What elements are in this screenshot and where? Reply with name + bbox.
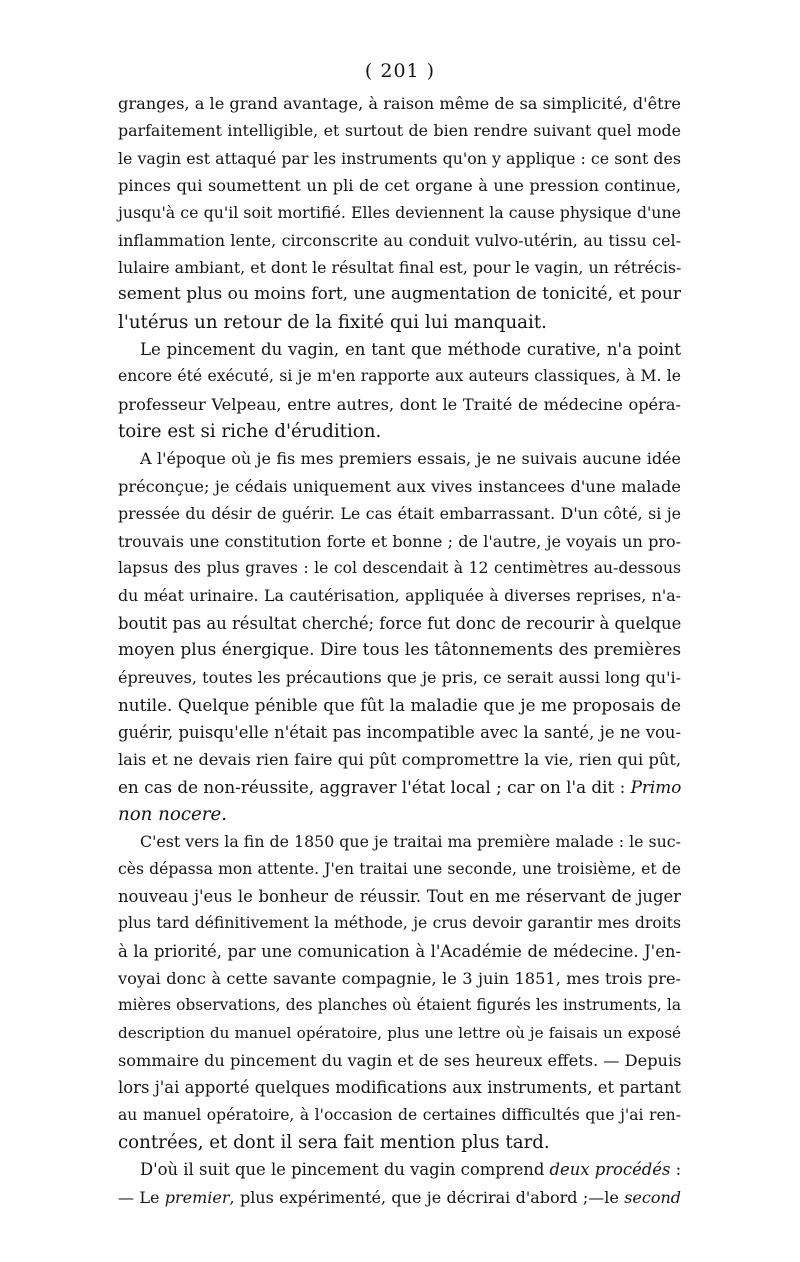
- text-line: l'utérus un retour de la fixité qui lui manquait.: [118, 311, 547, 333]
- italic-phrase: premier: [164, 1187, 230, 1207]
- text-line: nutile. Quelque pénible que fût la maladie que je me proposais de: [118, 694, 681, 715]
- text-line: moyen plus énergique. Dire tous les tâtonnements des premières: [118, 639, 682, 660]
- text-line: inflammation lente, circonscrite au conduit vulvo-utérin, au tissu cel-: [118, 230, 681, 250]
- text-line: non nocere.: [118, 803, 228, 825]
- text-line: le vagin est attaqué par les instruments qu'on y applique : ce sont des: [118, 148, 681, 168]
- text-line: trouvais une constitution forte et bonne ; de l'autre, je voyais un pro-: [118, 531, 681, 551]
- text-line: pinces qui soumettent un pli de cet organe à une pression continue,: [118, 176, 681, 196]
- text-line: toire est si riche d'érudition.: [118, 421, 382, 443]
- text-line: C'est vers la fin de 1850 que je traitai ma première malade : le suc-: [140, 832, 681, 852]
- text-line: encore été exécuté, si je m'en rapporte aux auteurs classiques, à M. le: [118, 367, 681, 386]
- text-line: sement plus ou moins fort, une augmentation de tonicité, et pour: [118, 284, 681, 305]
- text-line: [118, 774, 681, 801]
- text-line: lors j'ai apporté quelques modifications aux instruments, et partant: [118, 1078, 681, 1098]
- italic-phrase: second: [624, 1187, 682, 1207]
- text-line: du méat urinaire. La cautérisation, appliquée à diverses reprises, n'a-: [118, 586, 681, 606]
- text-line: lapsus des plus graves : le col descendait à 12 centimètres au-dessous: [118, 558, 681, 577]
- text-line: boutit pas au résultat cherché; force fut donc de recourir à quelque: [118, 613, 682, 633]
- text-line: épreuves, toutes les précautions que je pris, ce serait aussi long qu'i-: [118, 668, 681, 688]
- page-number: ( 201 ): [364, 60, 436, 82]
- text-line: plus tard définitivement la méthode, je crus devoir garantir mes droits: [118, 914, 681, 933]
- text-line: nouveau j'eus le bonheur de réussir. Tout en me réservant de juger: [118, 886, 681, 906]
- text-line: au manuel opératoire, à l'occasion de certaines difficultés que j'ai ren-: [118, 1105, 681, 1124]
- text-line: sommaire du pincement du vagin et de ses heureux effets. — Depuis: [118, 1051, 682, 1071]
- text-line: Le pincement du vagin, en tant que méthode curative, n'a point: [140, 340, 681, 360]
- text-segment: :: [670, 1160, 682, 1180]
- body-text: [118, 90, 681, 1211]
- text-line: A l'époque où je fis mes premiers essais, je ne suivais aucune idée: [140, 449, 681, 469]
- text-segment: — Le: [118, 1187, 165, 1207]
- text-line: [118, 1184, 681, 1211]
- italic-phrase: deux procédés: [549, 1160, 671, 1180]
- text-segment: , plus expérimenté, que je décrirai d'abord ;—le: [229, 1187, 625, 1207]
- text-line: cès dépassa mon attente. J'en traitai une seconde, une troisième, et de: [118, 859, 681, 878]
- text-line: jusqu'à ce qu'il soit mortifié. Elles deviennent la cause physique d'une: [118, 203, 681, 223]
- text-line: professeur Velpeau, entre autres, dont le Traité de médecine opéra-: [118, 394, 681, 414]
- text-line: parfaitement intelligible, et surtout de bien rendre suivant quel mode: [118, 121, 681, 141]
- text-line: [118, 1156, 681, 1183]
- text-line: pressée du désir de guérir. Le cas était embarrassant. D'un côté, si je: [118, 504, 681, 524]
- text-line: contrées, et dont il sera fait mention plus tard.: [118, 1132, 550, 1154]
- text-line: voyai donc à cette savante compagnie, le 3 juin 1851, mes trois pre-: [118, 969, 681, 988]
- text-line: lais et ne devais rien faire qui pût compromettre la vie, rien qui pût,: [118, 750, 681, 770]
- text-line: guérir, puisqu'elle n'était pas incompatible avec la santé, je ne vou-: [118, 722, 681, 742]
- text-line: à la priorité, par une comunication à l'Académie de médecine. J'en-: [118, 941, 681, 961]
- text-line: préconçue; je cédais uniquement aux vives instancees d'une malade: [118, 476, 681, 496]
- text-line: mières observations, des planches où étaient figurés les instruments, la: [118, 996, 681, 1015]
- text-line: description du manuel opératoire, plus une lettre où je faisais un exposé: [118, 1023, 681, 1042]
- text-segment: D'où il suit que le pincement du vagin comprend: [140, 1160, 550, 1180]
- text-segment: en cas de non-réussite, aggraver l'état local ; car on l'a dit :: [118, 776, 631, 797]
- italic-phrase: Primo: [630, 776, 682, 797]
- text-line: lulaire ambiant, et dont le résultat final est, pour le vagin, un rétrécis-: [118, 258, 682, 278]
- text-line: granges, a le grand avantage, à raison même de sa simplicité, d'être: [118, 94, 681, 113]
